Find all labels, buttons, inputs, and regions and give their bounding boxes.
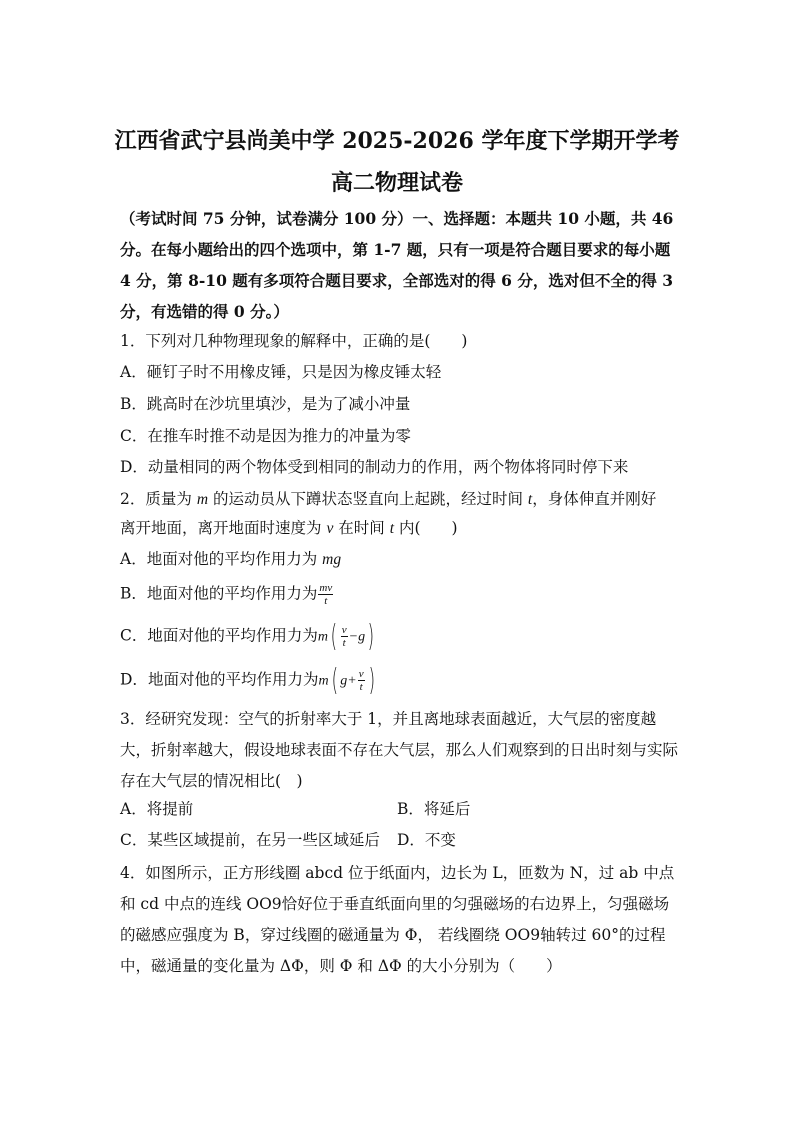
left-paren-icon: (	[330, 618, 338, 654]
left-paren-icon: (	[331, 662, 338, 698]
fraction-numerator: v	[358, 668, 364, 680]
question-1-option-a: A．砸钉子时不用橡皮锤，只是因为橡皮锤太轻	[120, 363, 442, 381]
q2-stem-part: 离开地面，离开地面时速度为	[120, 519, 322, 537]
fraction-denominator: t	[359, 681, 363, 693]
var-t: t	[389, 520, 395, 537]
fraction	[318, 582, 333, 607]
option-text: 地面对他的平均作用力为	[147, 626, 318, 645]
option-label: A．	[120, 550, 147, 568]
question-2-option-c	[120, 618, 377, 654]
question-1-stem: 1．下列对几种物理现象的解释中，正确的是( )	[120, 332, 468, 350]
exam-title: 江西省武宁县尚美中学 2025-2026 学年度下学期开学考	[114, 128, 680, 154]
var-t: t	[527, 491, 533, 508]
q2-stem-part: 内( )	[398, 519, 458, 537]
math-expr: g+	[340, 673, 357, 689]
q2-stem-part: ，身体伸直并刚好	[532, 490, 657, 508]
var-v: v	[326, 520, 334, 537]
question-1-option-c: C．在推车时推不动是因为推力的冲量为零	[120, 427, 411, 445]
math-expr: −g	[348, 629, 366, 645]
question-3-option-c: C．某些区域提前，在另一些区域延后	[120, 831, 380, 849]
exam-subtitle: 高二物理试卷	[330, 170, 463, 196]
option-text: 地面对他的平均作用力为	[146, 584, 318, 603]
var-m: m	[196, 491, 209, 508]
fraction-denominator: t	[324, 595, 328, 607]
q2-stem-part: 2．质量为	[120, 490, 192, 508]
question-1-option-d: D．动量相同的两个物体受到相同的制动力的作用，两个物体将同时停下来	[120, 458, 629, 476]
option-label: C．	[120, 626, 148, 645]
question-3-option-b: B．将延后	[397, 800, 471, 818]
option-label: B．	[120, 584, 147, 603]
fraction-numerator: mv	[319, 582, 333, 594]
question-2-option-b	[120, 582, 334, 607]
option-text: 地面对他的平均作用力为	[147, 670, 319, 689]
question-1-option-b: B．跳高时在沙坑里填沙，是为了减小冲量	[120, 395, 411, 413]
question-2-stem-line2	[120, 517, 458, 540]
right-paren-icon: )	[368, 662, 375, 698]
math-expr: mg	[322, 551, 342, 568]
fraction	[341, 624, 348, 649]
fraction-numerator: v	[341, 624, 347, 636]
question-3-stem: 3．经研究发现：空气的折射率大于 1，并且离地球表面越近，大气层的密度越大，折射率越大，假设地球表面不存在大气层，那么人们观察到的日出时刻与实际存在大气层的情况相比( )	[120, 710, 679, 790]
exam-instructions: （考试时间 75 分钟，试卷满分 100 分）一、选择题：本题共 10 小题，共 46 分。在每小题给出的四个选项中，第 1-7 题，只有一项是符合题目要求的每小题 4 分，第 8-10 题有多项符合题目要求，全部选对的得 6 分，选对但不全的得 3 分，有选错的得 0 分。）	[120, 209, 674, 321]
right-paren-icon: )	[367, 618, 375, 654]
q2-stem-part: 在时间	[338, 519, 385, 537]
q2-stem-part: 的运动员从下蹲状态竖直向上起跳，经过时间	[212, 490, 523, 508]
question-2-option-d	[120, 662, 377, 698]
question-2-stem	[120, 488, 656, 511]
math-m: m	[318, 673, 329, 689]
question-2-option-a	[120, 548, 341, 571]
question-3-option-a: A．将提前	[120, 800, 194, 818]
math-m: m	[317, 629, 329, 645]
fraction-denominator: t	[342, 637, 346, 649]
option-text: 地面对他的平均作用力为	[146, 550, 318, 568]
question-3-option-d: D．不变	[397, 831, 456, 849]
option-label: D．	[120, 670, 148, 689]
question-4-stem: 4．如图所示，正方形线圈 abcd 位于纸面内，边长为 L，匝数为 N，过 ab 中点和 cd 中点的连线 OO9恰好位于垂直纸面向里的匀强磁场的右边界上，匀强磁场的磁感应强度为 B，穿过线圈的磁通量为 Φ， 若线圈绕 OO9轴转过 60°的过程中，磁通量的变化量为 ΔΦ，则 Φ 和 ΔΦ 的大小分别为（ ）	[120, 864, 675, 975]
fraction	[358, 668, 365, 693]
